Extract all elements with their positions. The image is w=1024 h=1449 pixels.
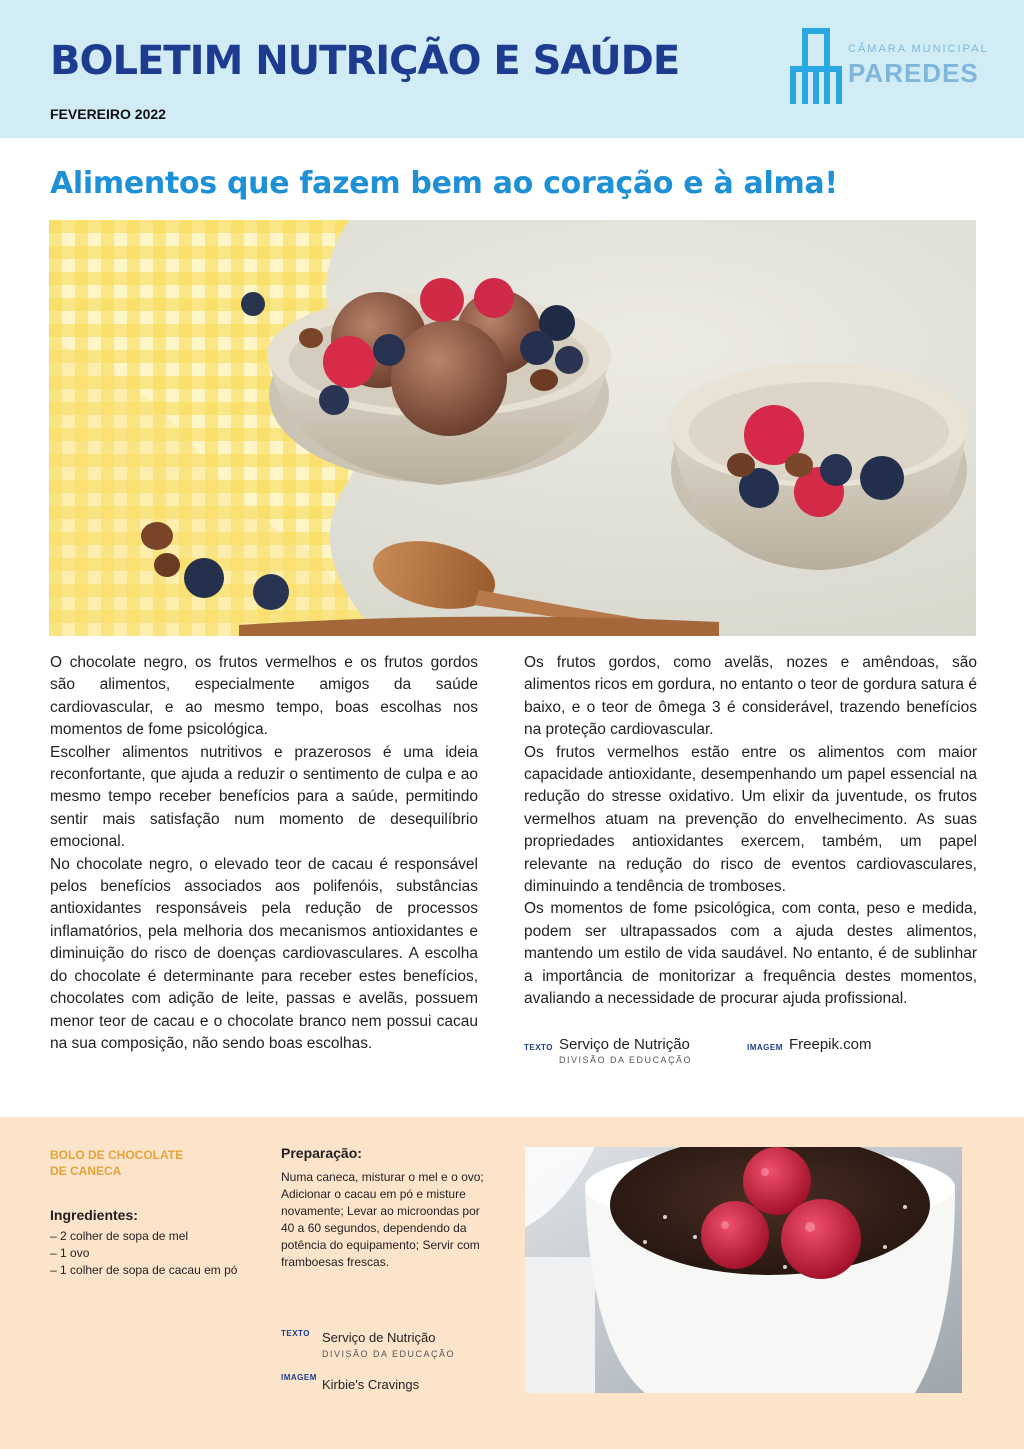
ingredients-heading: Ingredientes: — [50, 1207, 138, 1223]
article-paragraph: Os frutos vermelhos estão entre os alimentos com maior capacidade antioxidante, desempenhando um papel essencial na redução do stresse oxidativo. Um elixir da juventude, os frutos vermelhos atuam na prevenção do envelhecimento. As suas propriedades antioxidantes exercem, também, um papel relevante na redução do risco de eventos cardiovasculares, diminuindo a tendência de tromboses. — [524, 743, 977, 896]
ingredients-list — [50, 1228, 237, 1279]
article-paragraph: Escolher alimentos nutritivos e prazerosos é uma ideia reconfortante, que ajuda a reduzir o sentimento de culpa e ao mesmo tempo receber benefícios para a saúde, permitindo sentir mais satisfação num momento de desequilíbrio emocional. — [50, 743, 478, 851]
credit-image-source[interactable]: Freepik.com — [789, 1036, 872, 1053]
list-item: – 2 colher de sopa de mel — [50, 1229, 189, 1243]
logo-text-bottom: PAREDES — [848, 58, 979, 88]
credit-text-label: TEXTO — [524, 1043, 554, 1052]
article-paragraph: Os frutos gordos, como avelãs, nozes e amêndoas, são alimentos ricos em gordura, no entanto o teor de gordura satura é baixo, e o teor de ômega 3 é considerável, trazendo benefícios na proteção cardiovascular. — [524, 654, 977, 739]
credit-text-division: DIVISÃO DA EDUCAÇÃO — [559, 1055, 693, 1065]
bulletin-title: BOLETIM NUTRIÇÃO E SAÚDE — [50, 38, 680, 84]
recipe-title-line: BOLO DE CHOCOLATE — [50, 1148, 184, 1162]
article-column-right — [524, 652, 977, 1011]
credit-text-author: Serviço de Nutrição — [559, 1036, 690, 1053]
recipe-credit-text-author: Serviço de Nutrição — [322, 1330, 436, 1345]
article-column-left — [50, 652, 478, 1055]
mug-cake-illustration — [525, 1147, 962, 1393]
paredes-chair-logo-icon — [788, 26, 844, 106]
credit-image-label: IMAGEM — [747, 1043, 783, 1052]
recipe-credit-image-source[interactable]: Kirbie's Cravings — [322, 1377, 420, 1392]
recipe-credit-text-division: DIVISÃO DA EDUCAÇÃO — [322, 1349, 456, 1359]
article-paragraph: Os momentos de fome psicológica, com conta, peso e medida, podem ser ultrapassados com a ajuda destes alimentos, mantendo um estilo de vida saudável. No entanto, é de sublinhar a importância de monitorizar a frequência destes momentos, avaliando a necessidade de procurar ajuda profissional. — [524, 900, 977, 1008]
recipe-section — [0, 1117, 1024, 1449]
recipe-credit-text-label: TEXTO — [281, 1329, 311, 1338]
hero-photo-illustration — [49, 220, 976, 636]
issue-date: FEVEREIRO 2022 — [50, 106, 166, 122]
article-paragraph: O chocolate negro, os frutos vermelhos e os frutos gordos são alimentos, especialmente amigos da saúde cardiovascular, e ao mesmo tempo, boas escolhas nos momentos de fome psicológica. — [50, 654, 478, 739]
list-item: – 1 ovo — [50, 1246, 90, 1260]
preparation-heading: Preparação: — [281, 1145, 362, 1161]
header-banner — [0, 0, 1024, 138]
municipality-logo[interactable] — [788, 26, 988, 106]
article-paragraph: No chocolate negro, o elevado teor de cacau é responsável pelos benefícios associados aos polifenóis, substâncias antioxidantes responsáveis pela redução de processos inflamatórios, pela melhoria dos mecanismos antioxidantes e diminuição do risco de doenças cardiovasculares. A escolha do chocolate é determinante para receber estes benefícios, chocolates com adição de leite, passas e avelãs, possuem menor teor de cacau e o chocolate branco nem possui cacau na sua composição, não sendo boas escolhas. — [50, 855, 478, 1052]
mug-cake-photo — [525, 1147, 962, 1393]
article-headline: Alimentos que fazem bem ao coração e à alma! — [50, 166, 838, 201]
recipe-credit-image-label: IMAGEM — [281, 1373, 317, 1382]
preparation-text: Numa caneca, misturar o mel e o ovo; Adicionar o cacau em pó e misture novamente; Levar ao microondas por 40 a 60 segundos, dependendo da potência do equipamento; Servir com framboesas frescas. — [281, 1170, 484, 1269]
logo-text-top: CÂMARA MUNICIPAL — [848, 43, 989, 55]
list-item: – 1 colher de sopa de cacau em pó — [50, 1263, 238, 1277]
recipe-title — [50, 1147, 230, 1179]
recipe-title-line: DE CANECA — [50, 1164, 122, 1178]
hero-photo-ice-cream-bowls — [49, 220, 976, 636]
